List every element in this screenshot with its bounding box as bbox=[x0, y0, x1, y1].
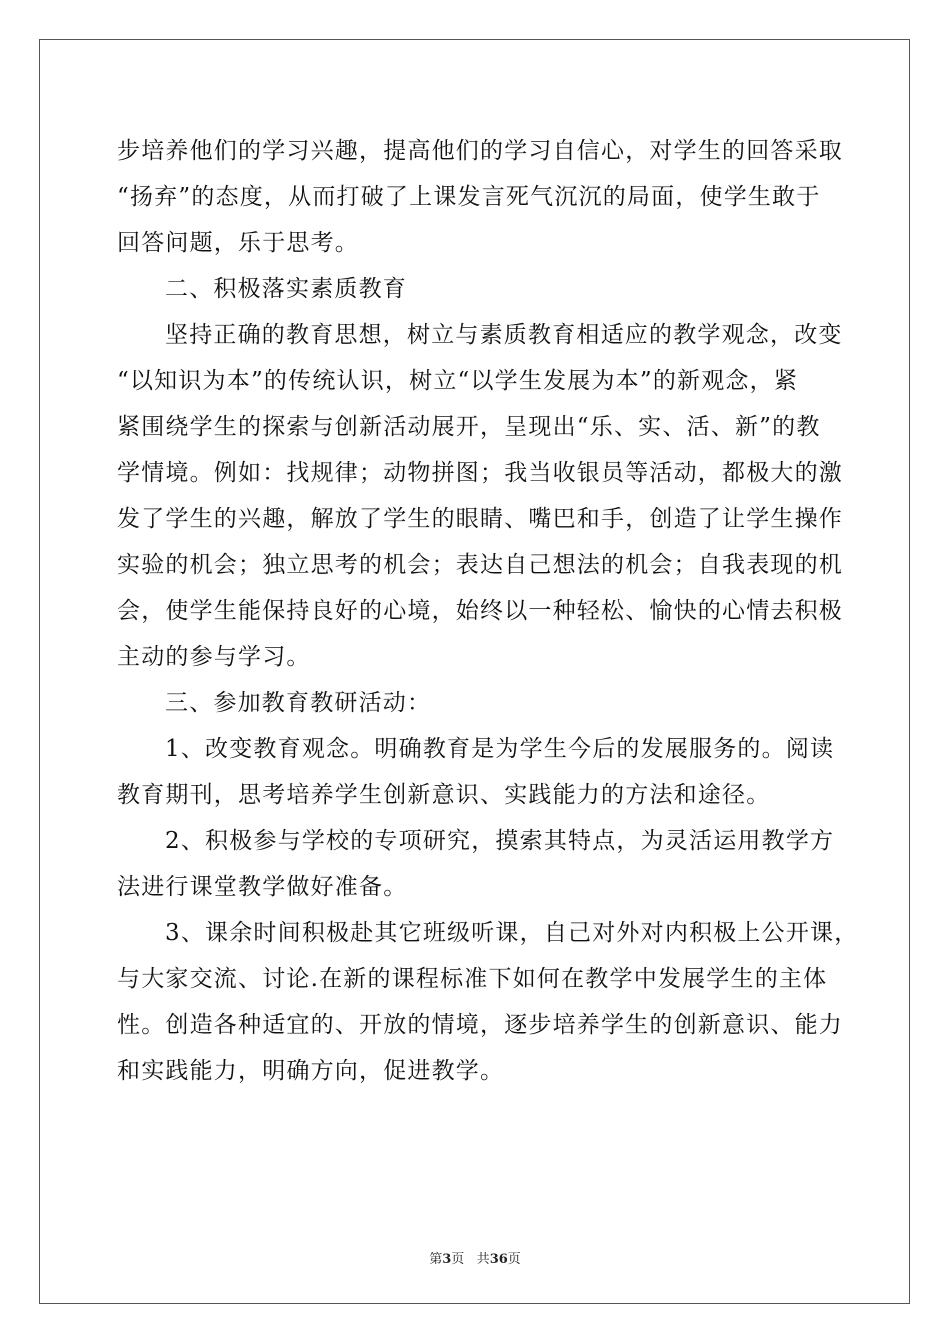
text-line: 实验的机会；独立思考的机会；表达自己想法的机会；自我表现的机 bbox=[117, 552, 843, 578]
text-line: 步培养他们的学习兴趣，提高他们的学习自信心，对学生的回答采取 bbox=[117, 138, 843, 164]
paragraph-continuation bbox=[117, 128, 843, 266]
text-line: 性。创造各种适宜的、开放的情境，逐步培养学生的创新意识、能力 bbox=[117, 1012, 843, 1038]
text-line: 主动的参与学习。 bbox=[117, 644, 311, 670]
page-prefix: 第 bbox=[429, 1252, 443, 1267]
page-footer bbox=[0, 1248, 950, 1267]
document-body bbox=[117, 128, 859, 1094]
text-line: “以知识为本”的传统认识，树立“以学生发展为本”的新观念，紧 bbox=[117, 368, 799, 394]
text-line: 1、改变教育观念。明确教育是为学生今后的发展服务的。阅读 bbox=[165, 736, 835, 762]
text-line: 紧围绕学生的探索与创新活动展开，呈现出“乐、实、活、新”的教 bbox=[117, 414, 821, 440]
text-line: 3、课余时间积极赴其它班级听课，自己对外对内积极上公开课， bbox=[165, 920, 859, 946]
total-prefix: 共 bbox=[476, 1252, 490, 1267]
section-heading-2 bbox=[117, 266, 837, 312]
text-line: 会，使学生能保持良好的心境，始终以一种轻松、愉快的心情去积极 bbox=[117, 598, 843, 624]
total-pages: 36 bbox=[489, 1252, 508, 1267]
page-number: 3 bbox=[442, 1252, 452, 1267]
list-item-1 bbox=[117, 726, 837, 818]
page-suffix: 页 bbox=[451, 1252, 465, 1267]
paragraph-quality-education bbox=[117, 312, 843, 680]
text-line: 学情境。例如：找规律；动物拼图；我当收银员等活动，都极大的激 bbox=[117, 460, 843, 486]
text-line: 发了学生的兴趣，解放了学生的眼睛、嘴巴和手，创造了让学生操作 bbox=[117, 506, 843, 532]
list-item-2 bbox=[117, 818, 837, 910]
list-item-3 bbox=[117, 910, 859, 1094]
text-line: “扬弃”的态度，从而打破了上课发言死气沉沉的局面，使学生敢于 bbox=[117, 184, 821, 210]
text-line: 二、积极落实素质教育 bbox=[165, 276, 407, 302]
text-line: 和实践能力，明确方向，促进教学。 bbox=[117, 1058, 505, 1084]
text-line: 与大家交流、讨论.在新的课程标准下如何在教学中发展学生的主体 bbox=[117, 966, 828, 992]
text-line: 法进行课堂教学做好准备。 bbox=[117, 874, 408, 900]
section-heading-3 bbox=[117, 680, 837, 726]
text-line: 坚持正确的教育思想，树立与素质教育相适应的教学观念，改变 bbox=[165, 322, 843, 348]
text-line: 三、参加教育教研活动： bbox=[165, 690, 432, 716]
text-line: 教育期刊，思考培养学生创新意识、实践能力的方法和途径。 bbox=[117, 782, 771, 808]
text-line: 2、积极参与学校的专项研究，摸索其特点，为灵活运用教学方 bbox=[165, 828, 835, 854]
text-line: 回答问题，乐于思考。 bbox=[117, 230, 359, 256]
total-suffix: 页 bbox=[507, 1252, 521, 1267]
